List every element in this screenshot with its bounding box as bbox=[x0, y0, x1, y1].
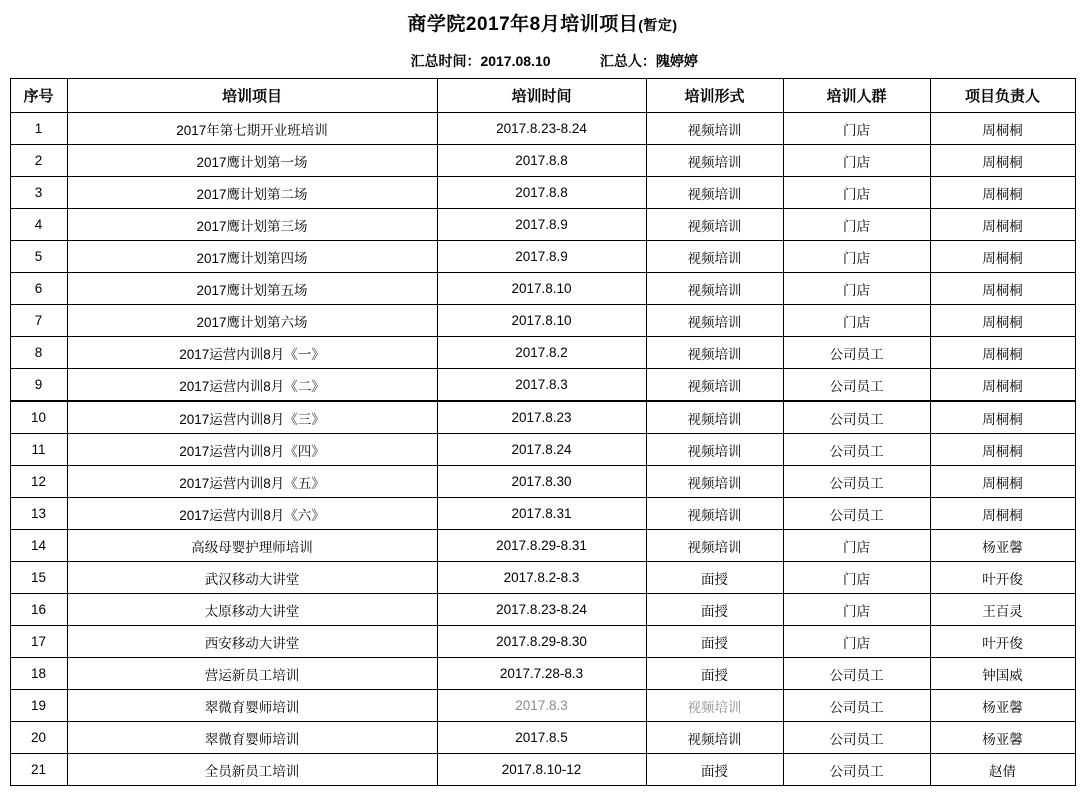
table-row bbox=[10, 562, 1075, 594]
table-row bbox=[10, 434, 1075, 466]
cell-owner: 杨亚馨 bbox=[930, 690, 1075, 722]
cell-project: 2017鹰计划第二场 bbox=[67, 177, 437, 209]
cell-index: 8 bbox=[10, 337, 67, 369]
cell-audience: 门店 bbox=[783, 273, 930, 305]
cell-owner: 钟国威 bbox=[930, 658, 1075, 690]
table-row bbox=[10, 594, 1075, 626]
page-title-main: 商学院2017年8月培训项目 bbox=[407, 13, 639, 35]
table-row bbox=[10, 209, 1075, 241]
cell-audience: 公司员工 bbox=[783, 369, 930, 402]
cell-time: 2017.8.3 bbox=[437, 690, 646, 722]
cell-owner: 杨亚馨 bbox=[930, 530, 1075, 562]
cell-audience: 门店 bbox=[783, 177, 930, 209]
cell-owner: 周桐桐 bbox=[930, 273, 1075, 305]
cell-audience: 公司员工 bbox=[783, 498, 930, 530]
cell-project: 2017鹰计划第三场 bbox=[67, 209, 437, 241]
cell-audience: 门店 bbox=[783, 305, 930, 337]
table-row bbox=[10, 466, 1075, 498]
cell-project: 2017运营内训8月《一》 bbox=[67, 337, 437, 369]
cell-format: 视频培训 bbox=[646, 401, 783, 434]
cell-owner: 周桐桐 bbox=[930, 209, 1075, 241]
cell-time: 2017.7.28-8.3 bbox=[437, 658, 646, 690]
cell-owner: 杨亚馨 bbox=[930, 722, 1075, 754]
cell-index: 1 bbox=[10, 113, 67, 145]
table-row bbox=[10, 498, 1075, 530]
table-row bbox=[10, 305, 1075, 337]
cell-time: 2017.8.9 bbox=[437, 209, 646, 241]
cell-project: 西安移动大讲堂 bbox=[67, 626, 437, 658]
cell-time: 2017.8.10 bbox=[437, 305, 646, 337]
summary-time bbox=[387, 35, 550, 87]
cell-project: 2017鹰计划第五场 bbox=[67, 273, 437, 305]
cell-project: 2017鹰计划第一场 bbox=[67, 145, 437, 177]
summary-person-label: 汇总人： bbox=[599, 53, 656, 69]
cell-owner: 王百灵 bbox=[930, 594, 1075, 626]
cell-audience: 门店 bbox=[783, 626, 930, 658]
table-row bbox=[10, 145, 1075, 177]
cell-time: 2017.8.23-8.24 bbox=[437, 594, 646, 626]
cell-index: 3 bbox=[10, 177, 67, 209]
cell-index: 21 bbox=[10, 754, 67, 786]
table-body bbox=[10, 113, 1075, 786]
table-row bbox=[10, 626, 1075, 658]
cell-audience: 门店 bbox=[783, 594, 930, 626]
cell-project: 2017鹰计划第六场 bbox=[67, 305, 437, 337]
column-header-index: 序号 bbox=[10, 79, 67, 113]
cell-format: 视频培训 bbox=[646, 530, 783, 562]
cell-index: 7 bbox=[10, 305, 67, 337]
cell-project: 2017年第七期开业班培训 bbox=[67, 113, 437, 145]
training-table bbox=[10, 78, 1076, 786]
cell-time: 2017.8.5 bbox=[437, 722, 646, 754]
cell-time: 2017.8.29-8.31 bbox=[437, 530, 646, 562]
cell-project: 翠微育婴师培训 bbox=[67, 690, 437, 722]
cell-owner: 周桐桐 bbox=[930, 434, 1075, 466]
cell-owner: 周桐桐 bbox=[930, 337, 1075, 369]
cell-audience: 公司员工 bbox=[783, 690, 930, 722]
cell-project: 2017运营内训8月《三》 bbox=[67, 401, 437, 434]
table-row bbox=[10, 690, 1075, 722]
cell-index: 13 bbox=[10, 498, 67, 530]
table-row bbox=[10, 369, 1075, 402]
cell-time: 2017.8.8 bbox=[437, 177, 646, 209]
cell-owner: 周桐桐 bbox=[930, 113, 1075, 145]
cell-time: 2017.8.2 bbox=[437, 337, 646, 369]
cell-project: 营运新员工培训 bbox=[67, 658, 437, 690]
cell-owner: 周桐桐 bbox=[930, 305, 1075, 337]
cell-audience: 门店 bbox=[783, 145, 930, 177]
summary-person bbox=[577, 35, 698, 87]
cell-project: 2017运营内训8月《六》 bbox=[67, 498, 437, 530]
cell-audience: 门店 bbox=[783, 562, 930, 594]
cell-format: 视频培训 bbox=[646, 690, 783, 722]
table-row bbox=[10, 337, 1075, 369]
cell-audience: 公司员工 bbox=[783, 434, 930, 466]
cell-audience: 公司员工 bbox=[783, 401, 930, 434]
column-header-format: 培训形式 bbox=[646, 79, 783, 113]
table-row bbox=[10, 530, 1075, 562]
cell-time: 2017.8.23 bbox=[437, 401, 646, 434]
cell-project: 全员新员工培训 bbox=[67, 754, 437, 786]
cell-time: 2017.8.10-12 bbox=[437, 754, 646, 786]
table-row bbox=[10, 658, 1075, 690]
cell-format: 面授 bbox=[646, 594, 783, 626]
cell-project: 翠微育婴师培训 bbox=[67, 722, 437, 754]
cell-time: 2017.8.29-8.30 bbox=[437, 626, 646, 658]
cell-index: 12 bbox=[10, 466, 67, 498]
cell-time: 2017.8.8 bbox=[437, 145, 646, 177]
cell-project: 高级母婴护理师培训 bbox=[67, 530, 437, 562]
cell-project: 2017运营内训8月《四》 bbox=[67, 434, 437, 466]
cell-format: 面授 bbox=[646, 754, 783, 786]
cell-time: 2017.8.23-8.24 bbox=[437, 113, 646, 145]
cell-owner: 周桐桐 bbox=[930, 241, 1075, 273]
cell-time: 2017.8.10 bbox=[437, 273, 646, 305]
column-header-audience: 培训人群 bbox=[783, 79, 930, 113]
page-title-suffix: (暂定) bbox=[638, 16, 678, 33]
cell-index: 15 bbox=[10, 562, 67, 594]
cell-owner: 周桐桐 bbox=[930, 498, 1075, 530]
cell-format: 视频培训 bbox=[646, 113, 783, 145]
cell-format: 视频培训 bbox=[646, 241, 783, 273]
summary-time-label: 汇总时间： bbox=[410, 53, 481, 69]
cell-index: 10 bbox=[10, 401, 67, 434]
table-row bbox=[10, 273, 1075, 305]
column-header-project: 培训项目 bbox=[67, 79, 437, 113]
column-header-time: 培训时间 bbox=[437, 79, 646, 113]
summary-bar bbox=[0, 44, 1085, 78]
cell-owner: 赵倩 bbox=[930, 754, 1075, 786]
cell-format: 面授 bbox=[646, 562, 783, 594]
cell-time: 2017.8.2-8.3 bbox=[437, 562, 646, 594]
cell-owner: 周桐桐 bbox=[930, 177, 1075, 209]
cell-index: 4 bbox=[10, 209, 67, 241]
cell-audience: 门店 bbox=[783, 113, 930, 145]
summary-person-value: 隗婷婷 bbox=[655, 53, 698, 69]
cell-index: 14 bbox=[10, 530, 67, 562]
cell-owner: 周桐桐 bbox=[930, 145, 1075, 177]
cell-format: 视频培训 bbox=[646, 273, 783, 305]
cell-time: 2017.8.31 bbox=[437, 498, 646, 530]
cell-owner: 周桐桐 bbox=[930, 466, 1075, 498]
table-row bbox=[10, 401, 1075, 434]
cell-owner: 叶开俊 bbox=[930, 562, 1075, 594]
cell-format: 视频培训 bbox=[646, 466, 783, 498]
cell-time: 2017.8.3 bbox=[437, 369, 646, 402]
cell-project: 2017运营内训8月《二》 bbox=[67, 369, 437, 402]
cell-project: 2017鹰计划第四场 bbox=[67, 241, 437, 273]
cell-audience: 门店 bbox=[783, 530, 930, 562]
cell-format: 视频培训 bbox=[646, 369, 783, 402]
cell-index: 19 bbox=[10, 690, 67, 722]
cell-project: 太原移动大讲堂 bbox=[67, 594, 437, 626]
cell-owner: 叶开俊 bbox=[930, 626, 1075, 658]
cell-owner: 周桐桐 bbox=[930, 369, 1075, 402]
cell-time: 2017.8.9 bbox=[437, 241, 646, 273]
cell-format: 视频培训 bbox=[646, 177, 783, 209]
cell-time: 2017.8.24 bbox=[437, 434, 646, 466]
cell-format: 视频培训 bbox=[646, 434, 783, 466]
summary-time-value: 2017.08.10 bbox=[480, 53, 551, 69]
cell-format: 面授 bbox=[646, 658, 783, 690]
cell-audience: 公司员工 bbox=[783, 337, 930, 369]
cell-project: 武汉移动大讲堂 bbox=[67, 562, 437, 594]
table-row bbox=[10, 177, 1075, 209]
cell-audience: 门店 bbox=[783, 209, 930, 241]
cell-index: 5 bbox=[10, 241, 67, 273]
cell-index: 18 bbox=[10, 658, 67, 690]
cell-index: 11 bbox=[10, 434, 67, 466]
table-row bbox=[10, 113, 1075, 145]
table-row bbox=[10, 722, 1075, 754]
cell-audience: 公司员工 bbox=[783, 722, 930, 754]
table-row bbox=[10, 754, 1075, 786]
cell-project: 2017运营内训8月《五》 bbox=[67, 466, 437, 498]
cell-format: 视频培训 bbox=[646, 305, 783, 337]
cell-format: 视频培训 bbox=[646, 209, 783, 241]
cell-index: 20 bbox=[10, 722, 67, 754]
cell-index: 17 bbox=[10, 626, 67, 658]
cell-format: 视频培训 bbox=[646, 498, 783, 530]
cell-format: 面授 bbox=[646, 626, 783, 658]
cell-format: 视频培训 bbox=[646, 145, 783, 177]
cell-index: 2 bbox=[10, 145, 67, 177]
cell-time: 2017.8.30 bbox=[437, 466, 646, 498]
column-header-owner: 项目负责人 bbox=[930, 79, 1075, 113]
cell-audience: 公司员工 bbox=[783, 466, 930, 498]
cell-audience: 公司员工 bbox=[783, 754, 930, 786]
cell-format: 视频培训 bbox=[646, 722, 783, 754]
cell-index: 9 bbox=[10, 369, 67, 402]
table-row bbox=[10, 241, 1075, 273]
cell-owner: 周桐桐 bbox=[930, 401, 1075, 434]
page-title bbox=[407, 9, 677, 36]
cell-audience: 公司员工 bbox=[783, 658, 930, 690]
cell-index: 6 bbox=[10, 273, 67, 305]
cell-audience: 门店 bbox=[783, 241, 930, 273]
cell-format: 视频培训 bbox=[646, 337, 783, 369]
cell-index: 16 bbox=[10, 594, 67, 626]
